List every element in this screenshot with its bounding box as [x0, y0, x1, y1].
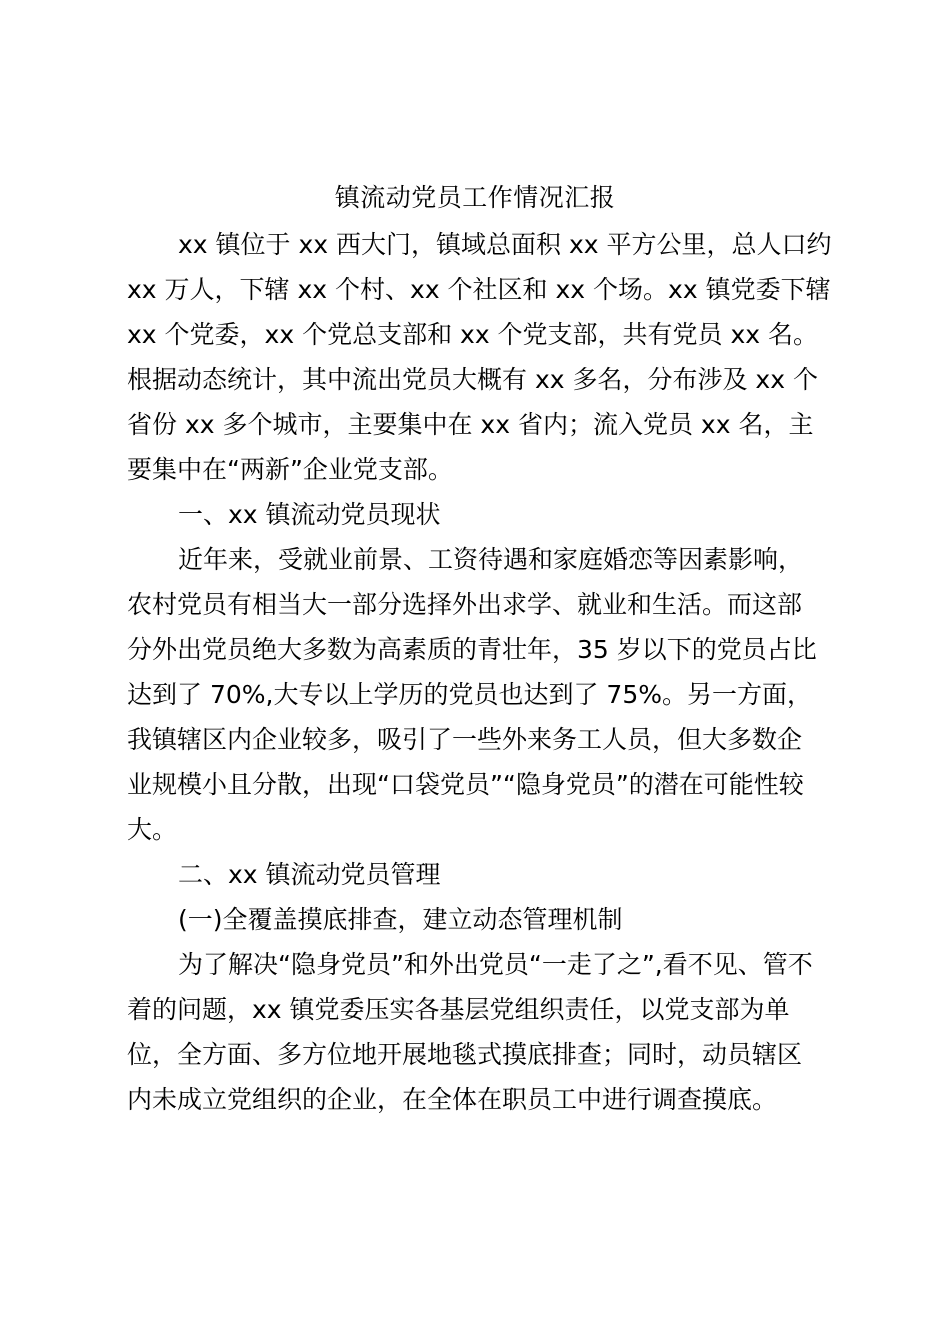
paragraph-2-line-2: 农村党员有相当大一部分选择外出求学、就业和生活。而这部: [127, 590, 803, 619]
paragraph-3-line-3: 位，全方面、多方位地开展地毯式摸底排查；同时，动员辖区: [127, 1040, 803, 1069]
section-heading-1: 一、xx 镇流动党员现状: [178, 500, 441, 529]
paragraph-1-line-4: 根据动态统计，其中流出党员大概有 xx 多名，分布涉及 xx 个: [127, 365, 818, 394]
paragraph-3-line-1: 为了解决“隐身党员”和外出党员“一走了之”,看不见、管不: [178, 950, 813, 979]
paragraph-1-line-5: 省份 xx 多个城市，主要集中在 xx 省内；流入党员 xx 名，主: [127, 410, 814, 439]
paragraph-2-line-6: 业规模小且分散，出现“口袋党员”“隐身党员”的潜在可能性较: [127, 770, 804, 799]
subsection-heading-1: (一)全覆盖摸底排查，建立动态管理机制: [178, 905, 623, 934]
paragraph-1-line-6: 要集中在“两新”企业党支部。: [127, 455, 453, 484]
paragraph-1-line-2: xx 万人，下辖 xx 个村、xx 个社区和 xx 个场。xx 镇党委下辖: [127, 275, 831, 304]
paragraph-1-line-3: xx 个党委，xx 个党总支部和 xx 个党支部，共有党员 xx 名。: [127, 320, 819, 349]
paragraph-1-line-1: xx 镇位于 xx 西大门，镇域总面积 xx 平方公里，总人口约: [178, 230, 832, 259]
section-heading-2: 二、xx 镇流动党员管理: [178, 860, 441, 889]
document-title: 镇流动党员工作情况汇报: [334, 183, 616, 212]
paragraph-2-line-7: 大。: [127, 815, 178, 844]
paragraph-2-line-4: 达到了 70%,大专以上学历的党员也达到了 75%。另一方面，: [127, 680, 812, 709]
paragraph-2-line-3: 分外出党员绝大多数为高素质的青壮年，35 岁以下的党员占比: [127, 635, 817, 664]
paragraph-3-line-4: 内未成立党组织的企业，在全体在职员工中进行调查摸底。: [127, 1085, 778, 1114]
paragraph-3-line-2: 着的问题，xx 镇党委压实各基层党组织责任，以党支部为单: [127, 995, 790, 1024]
paragraph-2-line-1: 近年来，受就业前景、工资待遇和家庭婚恋等因素影响，: [178, 545, 804, 574]
paragraph-2-line-5: 我镇辖区内企业较多，吸引了一些外来务工人员，但大多数企: [127, 725, 803, 754]
